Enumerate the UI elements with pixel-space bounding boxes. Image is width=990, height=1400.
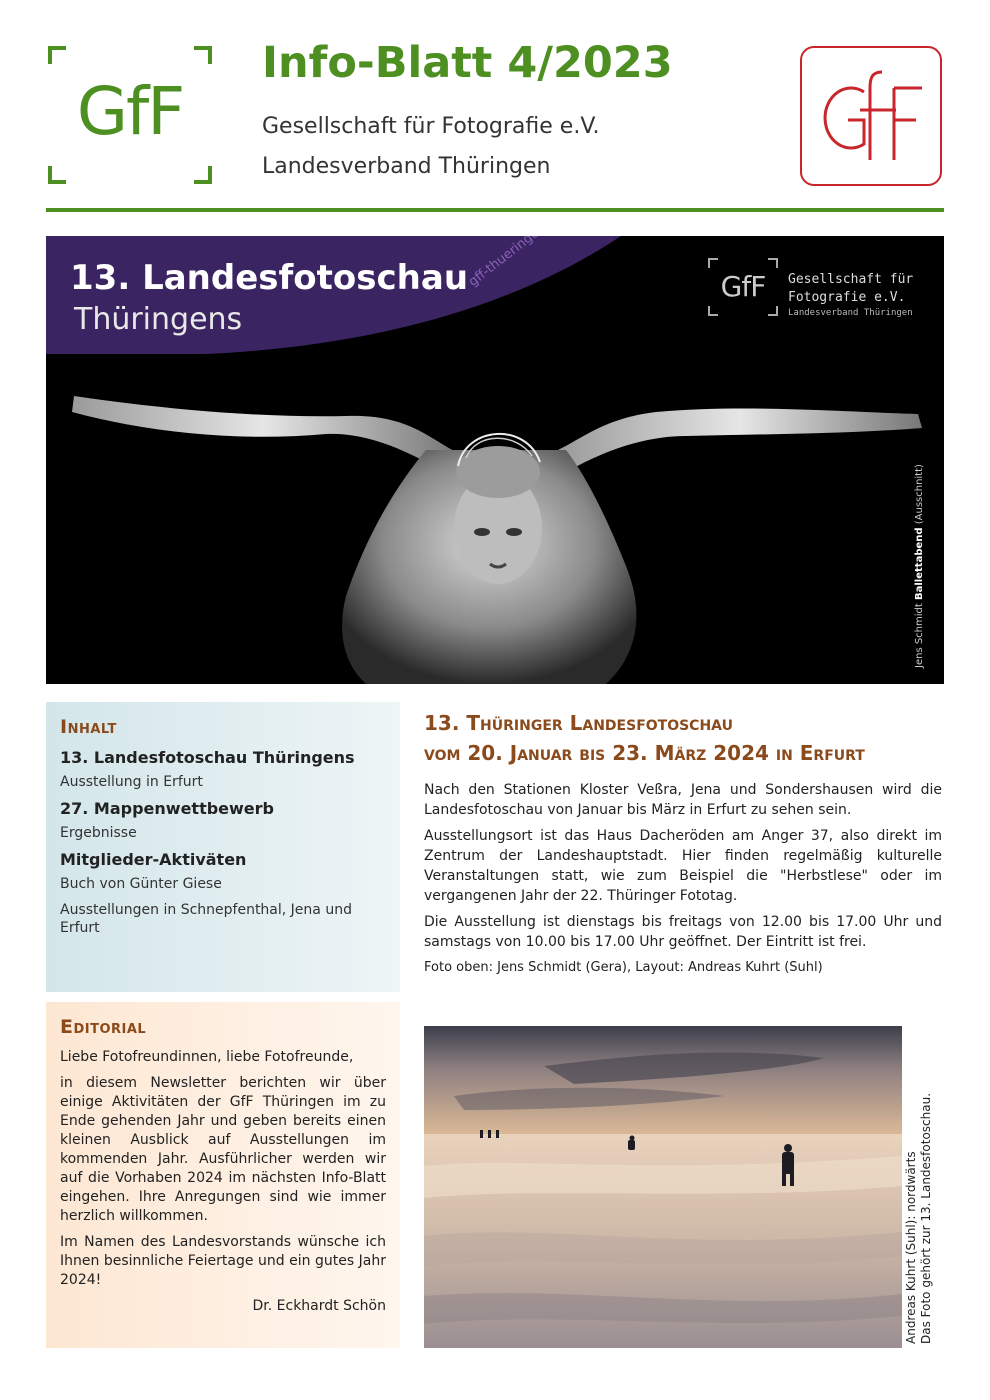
contents-item: Ergebnisse: [60, 825, 137, 841]
frame-corner-icon: [194, 166, 212, 184]
hero-title: 13. Landesfotoschau: [70, 258, 469, 298]
article-body: [424, 780, 942, 984]
page-title: Info-Blatt 4/2023: [262, 38, 673, 88]
snowfield-photo: [424, 1026, 902, 1348]
gff-logo-right: [800, 46, 942, 186]
contents-section-title: Mitglieder-Aktiväten: [60, 850, 247, 869]
credit-note: (Ausschnitt): [914, 464, 925, 525]
credit-title: Ballettabend: [914, 527, 925, 600]
article-photo-credit: Foto oben: Jens Schmidt (Gera), Layout: Andreas Kuhrt (Suhl): [424, 960, 823, 975]
gff-logo-left: [48, 46, 212, 184]
editorial-box: [46, 1002, 400, 1348]
caption-line: Das Foto gehört zur 13. Landesfotoschau.: [919, 1092, 933, 1344]
frame-corner-icon: [194, 46, 212, 64]
frame-corner-icon: [768, 258, 778, 268]
org-name: Gesellschaft für Fotografie e.V.: [262, 114, 600, 139]
article-paragraph: Ausstellungsort ist das Haus Dacheröden am Anger 37, also direkt im Zentrum der Landeshauptstadt. Hier finden regelmäßig kulturelle Veranstaltungen statt, wie zum Beispiel die "Herbstlese" oder im vergangenen Jahr der 22. Thüringer Fototag.: [424, 828, 942, 904]
credit-author: Jens Schmidt: [914, 603, 925, 668]
hero-logo-mark: GfF: [720, 270, 766, 303]
contents-section-title: 13. Landesfotoschau Thüringens: [60, 748, 355, 767]
article-title-line: vom 20. Januar bis 23. März 2024 in Erfurt: [424, 741, 865, 765]
hero-photo-credit: [914, 464, 925, 668]
contents-section-title: 27. Mappenwettbewerb: [60, 799, 274, 818]
hero-banner: [46, 236, 944, 684]
editorial-greeting: Liebe Fotofreundinnen, liebe Fotofreunde,: [60, 1049, 354, 1065]
editorial-signature: Dr. Eckhardt Schön: [252, 1298, 386, 1314]
article-paragraph: Nach den Stationen Kloster Veßra, Jena und Sondershausen wird die Landesfotoschau von Januar bis März in Erfurt zu sehen sein.: [424, 782, 942, 818]
hero-org-line-2: Fotografie e.V.: [788, 290, 906, 305]
hero-gff-logo: [708, 258, 778, 316]
winter-photo: [424, 1026, 902, 1348]
frame-corner-icon: [708, 258, 718, 268]
frame-corner-icon: [768, 306, 778, 316]
winter-photo-caption: [904, 1014, 934, 1344]
editorial-paragraph: in diesem Newsletter berichten wir über einige Aktivitäten der GfF Thüringen im zu Ende gehenden Jahr und geben bereits einen kleinen Ausblick auf Ausstellungen im kommenden Jahr. Ausführlicher werden wir auf die Vorhaben 2024 im nächsten Info-Blatt eingehen. Ihre Anregungen sind wie immer herzlich willkommen.: [60, 1075, 386, 1224]
frame-corner-icon: [48, 46, 66, 64]
contents-box: [46, 702, 400, 992]
article-paragraph: Die Ausstellung ist dienstags bis freitags von 12.00 bis 17.00 Uhr und samstags von 10.00 bis 17.00 Uhr geöffnet. Der Eintritt ist frei.: [424, 914, 942, 950]
org-region: Landesverband Thüringen: [262, 154, 551, 179]
contents-heading: Inhalt: [60, 716, 117, 738]
caption-line: Andreas Kuhrt (Suhl): nordwärts: [904, 1151, 918, 1344]
contents-item: Ausstellung in Erfurt: [60, 774, 203, 790]
hero-org-line-1: Gesellschaft für: [788, 272, 914, 287]
frame-corner-icon: [708, 306, 718, 316]
editorial-paragraph: Im Namen des Landesvorstands wünsche ich Ihnen besinnliche Feiertage und ein gutes Jahr 2024!: [60, 1234, 386, 1288]
article-title: [424, 708, 944, 768]
editorial-heading: Editorial: [60, 1016, 147, 1038]
frame-corner-icon: [48, 166, 66, 184]
logo-mark: GfF: [76, 73, 184, 150]
header-divider: [46, 208, 944, 212]
contents-item: Ausstellungen in Schnepfenthal, Jena und Erfurt: [60, 902, 352, 936]
hero-subtitle: Thüringens: [74, 302, 243, 337]
contents-item: Buch von Günter Giese: [60, 876, 222, 892]
gff-red-logo-icon: [802, 48, 940, 184]
hero-org-line-3: Landesverband Thüringen: [788, 308, 913, 318]
article-title-line: 13. Thüringer Landesfotoschau: [424, 711, 733, 735]
